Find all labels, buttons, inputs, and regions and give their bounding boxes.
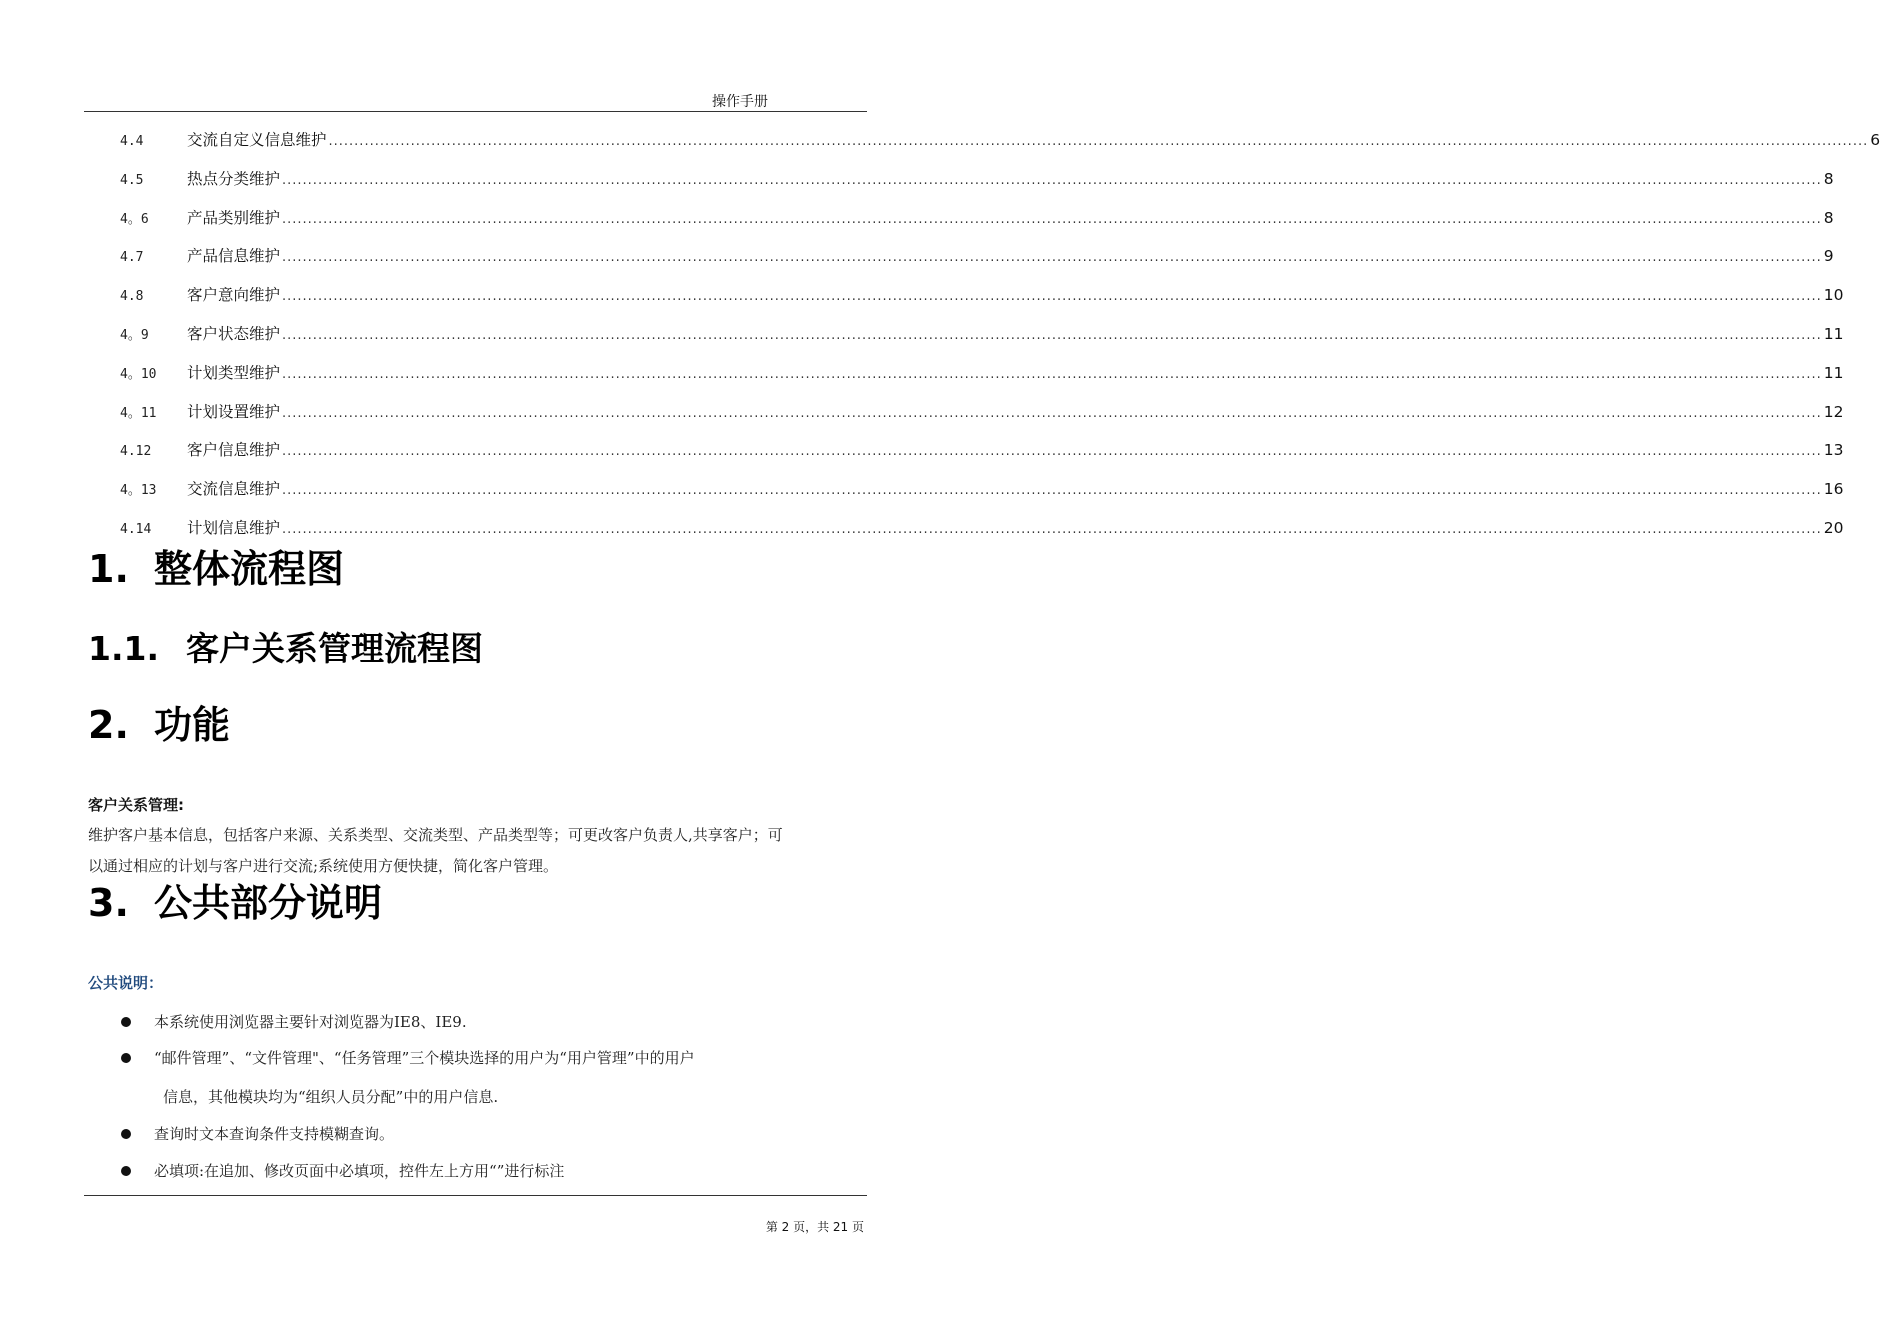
function-label: 客户关系管理: [88,796,184,814]
toc-entry-number: 4。9 [120,328,149,343]
toc-entry-page: 12 [1823,402,1844,421]
paragraph-line: 维护客户基本信息，包括客户来源、关系类型、交流类型、产品类型等；可更改客户负责人,共享客户；可 [88,826,783,844]
page-header-title: 操作手册 [712,94,768,110]
toc-leader-dots: ............................................................................................................................................................................................................................................................................................................ [282,444,1822,460]
bullet-icon [121,1053,131,1063]
toc-entry-title: 计划设置维护 [187,402,281,421]
toc-entry-page: 11 [1823,325,1844,343]
toc-entry[interactable] [120,438,1844,462]
toc-leader-dots: ............................................................................................................................................................................................................................................................................................................ [282,483,1822,499]
heading-title: 功能 [154,703,231,747]
toc-entry-title: 交流自定义信息维护 [187,131,327,149]
toc-entry[interactable] [120,283,1844,307]
bullet-icon [121,1017,131,1027]
toc-entry-page: 13 [1823,441,1844,460]
header-rule [84,111,867,112]
toc-entry-title: 客户意向维护 [187,286,281,305]
heading-title: 整体流程图 [154,547,345,591]
toc-entry-number: 4.14 [120,522,152,537]
bullet-icon [121,1129,131,1139]
toc-entry-page: 9 [1823,247,1834,266]
page-footer: 第 2 页，共 21 页 [765,1220,864,1234]
toc-leader-dots: ............................................................................................................................................................................................................................................................................................................ [282,405,1822,421]
heading-number: 1.1. [88,629,159,668]
toc-entry[interactable] [120,477,1844,501]
toc-entry-title: 计划类型维护 [187,363,281,382]
common-label: 公共说明： [88,974,164,992]
toc-leader-dots: ............................................................................................................................................................................................................................................................................................................ [282,366,1822,382]
toc-leader-dots: ............................................................................................................................................................................................................................................................................................................ [282,250,1822,266]
toc-leader-dots: ............................................................................................................................................................................................................................................................................................................ [282,289,1822,305]
toc-entry-number: 4。6 [120,211,149,227]
toc-leader-dots: ............................................................................................................................................................................................................................................................................................................ [282,522,1822,537]
toc-entry[interactable] [120,322,1844,346]
bullet-icon [121,1166,131,1176]
paragraph-line: 以通过相应的计划与客户进行交流;系统使用方便快捷，简化客户管理。 [88,857,559,875]
bullet-item: 必填项:在追加、修改页面中必填项，控件左上方用“”进行标注 [154,1162,565,1180]
toc-entry-number: 4.8 [120,289,144,305]
toc-entry-title: 客户状态维护 [187,325,281,343]
toc-entry-number: 4.4 [120,134,144,149]
footer-rule [84,1195,867,1196]
heading-title: 客户关系管理流程图 [186,629,483,668]
heading-2 [88,694,230,749]
bullet-item: 本系统使用浏览器主要针对浏览器为IE8、IE9. [154,1013,467,1031]
toc-entry[interactable] [120,128,1880,152]
heading-number: 2. [88,703,129,747]
toc-entry[interactable] [120,244,1834,268]
toc-entry-number: 4。13 [120,483,157,499]
toc-entry-number: 4。10 [120,366,157,382]
toc-entry-page: 10 [1823,286,1844,305]
bullet-item: “邮件管理”、“文件管理"、“任务管理”三个模块选择的用户为“用户管理”中的用户 [154,1049,695,1067]
toc-entry-title: 产品类别维护 [187,208,281,227]
toc-entry-page: 6 [1870,131,1880,149]
heading-title: 公共部分说明 [154,881,383,925]
heading-number: 1. [88,547,129,591]
toc-entry-title: 客户信息维护 [187,441,281,460]
toc-entry-page: 16 [1823,480,1844,499]
toc-entry[interactable] [120,516,1844,540]
heading-3 [88,872,382,927]
toc-entry-title: 计划信息维护 [187,519,281,537]
heading-number: 3. [88,881,129,925]
toc-entry[interactable] [120,206,1834,230]
bullet-item-continuation: 信息，其他模块均为“组织人员分配”中的用户信息. [163,1088,499,1106]
toc-entry[interactable] [120,167,1834,191]
toc-leader-dots: ............................................................................................................................................................................................................................................................................................................ [282,172,1822,188]
heading-1 [88,538,344,593]
toc-entry-number: 4.7 [120,250,144,266]
toc-entry-page: 8 [1823,169,1834,188]
toc-entry-page: 20 [1823,519,1844,537]
toc-entry-number: 4.5 [120,172,144,188]
toc-entry-page: 8 [1823,208,1834,227]
toc-leader-dots: ............................................................................................................................................................................................................................................................................................................ [282,211,1822,227]
toc-entry-title: 产品信息维护 [187,247,281,266]
toc-leader-dots: ............................................................................................................................................................................................................................................................................................................ [282,328,1822,343]
toc-entry-number: 4。11 [120,405,157,421]
toc-entry[interactable] [120,400,1844,424]
toc-leader-dots: ............................................................................................................................................................................................................................................................................................................ [328,134,1869,149]
toc-entry[interactable] [120,361,1844,385]
toc-entry-number: 4.12 [120,444,152,460]
toc-entry-title: 交流信息维护 [187,480,281,499]
toc-entry-page: 11 [1823,363,1844,382]
toc-entry-title: 热点分类维护 [187,169,281,188]
heading-1-1 [88,623,483,670]
bullet-item: 查询时文本查询条件支持模糊查询。 [154,1125,395,1143]
